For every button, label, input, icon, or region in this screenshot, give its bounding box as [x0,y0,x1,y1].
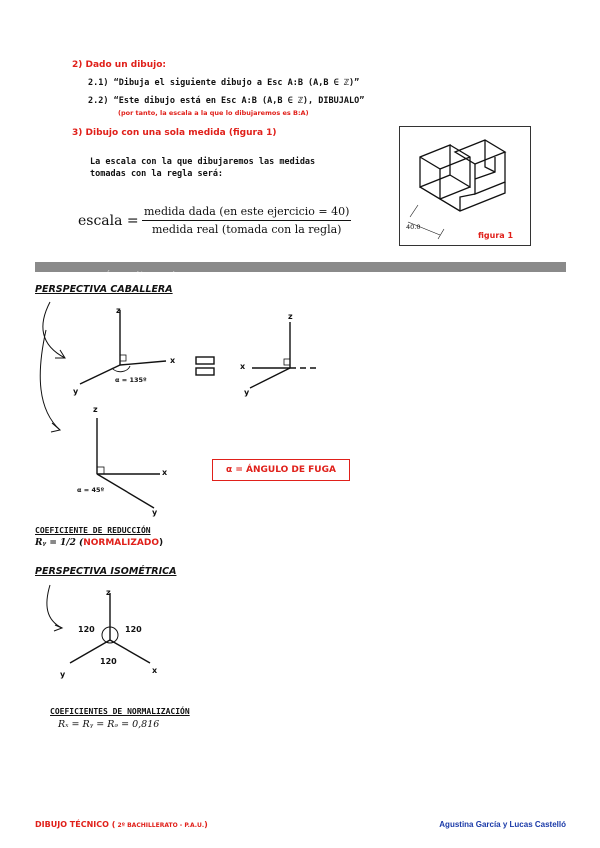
scale-text-line1: La escala con la que dibujaremos las medidas [90,157,316,167]
figure-1-dimension: 40.0 [406,223,421,231]
caballera-2-z-label: z [288,312,293,321]
isometrica-angle-left: 120 [78,625,95,634]
caballera-diagram-1 [60,300,180,400]
reduccion-close: ) [158,538,164,548]
item-3-title: 3) Dibujo con una sola medida (figura 1) [72,128,277,138]
caballera-3-x-label: x [162,468,168,477]
caballera-3-y-label: y [152,508,158,517]
caballera-diagram-3 [80,400,200,520]
item-2-1: 2.1) “Dibuja el siguiente dibujo a Esc A:B (A,B ∈ ℤ)” [88,78,360,88]
caballera-3-angle: α = 45º [77,486,105,494]
reduccion-title: COEFICIENTE DE REDUCCIÓN [35,526,151,535]
normalizacion-formula: Rₓ = Rᵧ = Rₔ = 0,816 [58,719,160,730]
figure-1-label: figura 1 [478,231,514,240]
section-bar-title: SISTEMA AXONOMÉTRICO (★ = 1 - 14) [37,270,176,279]
footer-left-main: DIBUJO TÉCNICO ( [35,820,116,829]
isometrica-x-label: x [152,666,158,675]
isometrica-title: PERSPECTIVA ISOMÉTRICA [35,566,177,577]
section-bar [35,262,566,279]
footer-left-close: ) [204,820,208,829]
caballera-diagram-2 [240,310,350,410]
angulo-fuga-box [212,459,350,481]
footer-authors: Agustina García y Lucas Castelló [439,820,566,829]
angulo-fuga-label: α = ÁNGULO DE FUGA [226,465,336,475]
scale-text-line2: tomadas con la regla será: [90,169,224,179]
caballera-1-angle: α = 135º [115,376,147,384]
formula-denominator: medida real (tomada con la regla) [142,220,351,236]
isometrica-angle-right: 120 [125,625,142,634]
item-2-2-note: (por tanto, la escala a la que lo dibujaremos es B:A) [118,109,309,117]
formula-fraction [142,205,351,236]
caballera-title: PERSPECTIVA CABALLERA [35,284,173,295]
formula-lhs: escala = [78,213,139,229]
footer-left-small: 2º BACHILLERATO - P.A.U. [115,822,205,829]
isometrica-y-label: y [60,670,66,679]
caballera-3-z-label: z [93,405,98,414]
isometrica-z-label: z [106,588,111,597]
reduccion-formula [35,538,163,548]
caballera-1-y-label: y [73,387,79,396]
equivalence-symbol [195,356,217,378]
formula-numerator: medida dada (en este ejercicio = 40) [144,205,350,218]
caballera-2-x-label: x [240,362,246,371]
normalizacion-title: COEFICIENTES DE NORMALIZACIÓN [50,707,190,716]
item-2-title: 2) Dado un dibujo: [72,60,167,70]
item-2-2: 2.2) “Este dibujo está en Esc A:B (A,B ∈ ℤ), DIBUJALO” [88,96,365,106]
reduccion-normalizado: NORMALIZADO [83,538,159,548]
reduccion-formula-main: Rᵧ = 1/2 ( [35,538,84,548]
caballera-1-x-label: x [170,356,176,365]
isometrica-angle-bottom: 120 [100,657,117,666]
caballera-1-z-label: z [116,306,121,315]
footer-left [35,820,208,829]
caballera-2-y-label: y [244,388,250,397]
figure-1-frame [399,126,531,246]
